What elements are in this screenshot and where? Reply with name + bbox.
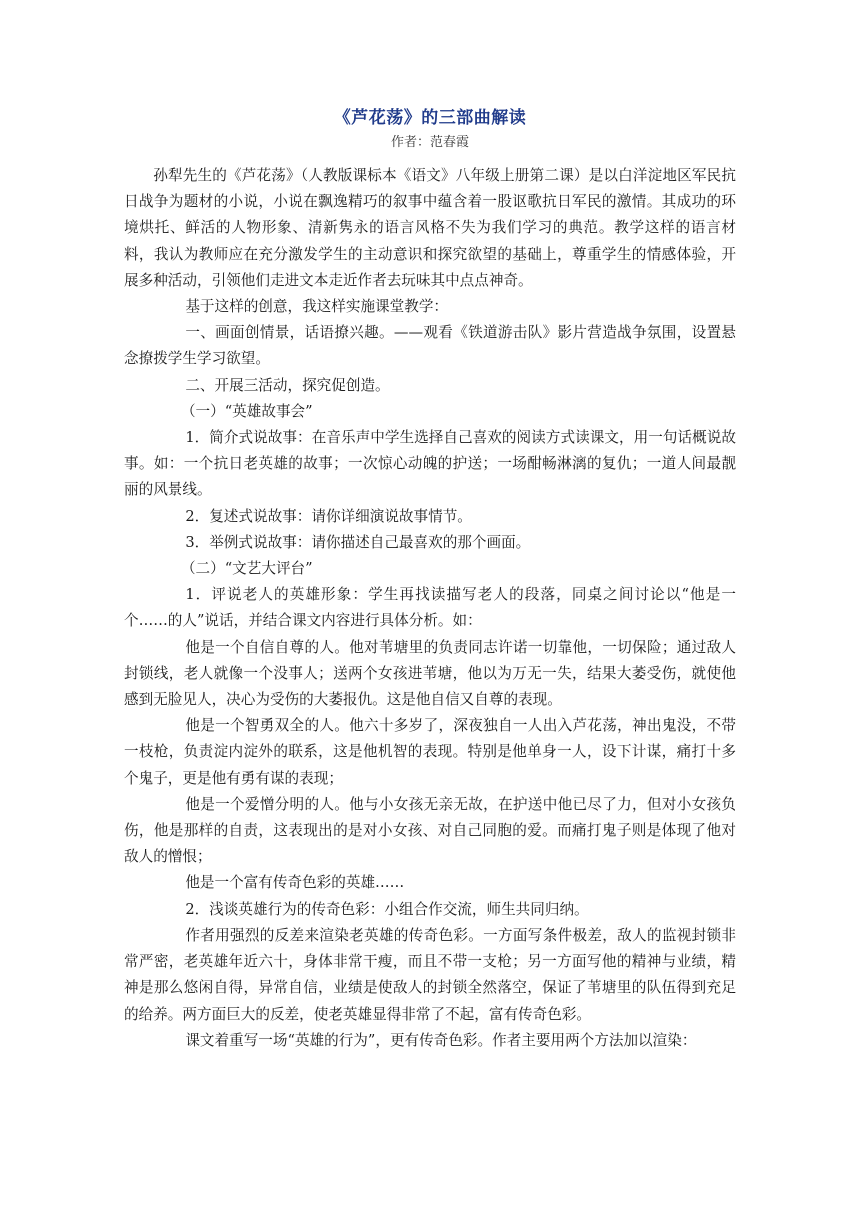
section-heading-story: （一）“英雄故事会”	[180, 402, 313, 420]
section-heading-review: （二）“文艺大评台”	[180, 560, 313, 578]
paragraph-hero-action: 课文着重写一场“英雄的行为”，更有传奇色彩。作者主要用两个方法加以渲染：	[185, 1031, 697, 1049]
paragraph-story-2: 2．复述式说故事：请你详细演说故事情节。	[185, 507, 472, 525]
paragraph-step-two: 二、开展三活动，探究促创造。	[185, 376, 390, 394]
document-body	[124, 163, 736, 1054]
paragraph-contrast: 作者用强烈的反差来渲染老英雄的传奇色彩。一方面写条件极差，敌人的监视封锁非常严密，老英雄年近六十，身体非常干瘦，而且不带一支枪；另一方面写他的精神与业绩，精神是那么悠闲自得，异常自信，业绩是使敌人的封锁全然落空，保证了苇塘里的队伍得到充足的给养。两方面巨大的反差，使老英雄显得非常了不起，富有传奇色彩。	[124, 926, 736, 1023]
paragraph-trait-legend: 他是一个富有传奇色彩的英雄……	[185, 874, 405, 892]
paragraph-review-1: 1．评说老人的英雄形象：学生再找读描写老人的段落，同桌之间讨论以“他是一个……的人”说话，并结合课文内容进行具体分析。如：	[124, 586, 736, 630]
document-author: 作者：范春霞	[390, 135, 469, 150]
paragraph-story-3: 3．举例式说故事：请你描述自己最喜欢的那个画面。	[185, 533, 531, 551]
document-title: 《芦花荡》的三部曲解读	[333, 108, 527, 128]
paragraph-trait-confident: 他是一个自信自尊的人。他对苇塘里的负责同志许诺一切靠他，一切保险；通过敌人封锁线，老人就像一个没事人；送两个女孩进苇塘，他以为万无一失，结果大萎受伤，就使他感到无脸见人，决心为受伤的大萎报仇。这是他自信又自尊的表现。	[124, 638, 736, 709]
paragraph-story-1: 1．简介式说故事：在音乐声中学生选择自己喜欢的阅读方式读课文，用一句话概说故事。如：一个抗日老英雄的故事；一次惊心动魄的护送；一场酣畅淋漓的复仇；一道人间最靓丽的风景线。	[124, 429, 736, 499]
paragraph-step-one: 一、画面创情景，话语撩兴趣。——观看《铁道游击队》影片营造战争氛围，设置悬念撩拨学生学习欲望。	[124, 324, 736, 368]
paragraph-trait-love-hate: 他是一个爱憎分明的人。他与小女孩无亲无故，在护送中他已尽了力，但对小女孩负伤，他是那样的自责，这表现出的是对小女孩、对自己同胞的爱。而痛打鬼子则是体现了他对敌人的憎恨；	[124, 795, 736, 866]
paragraph-review-2: 2．浅谈英雄行为的传奇色彩：小组合作交流，师生共同归纳。	[185, 900, 589, 918]
paragraph-intro: 孙犁先生的《芦花荡》（人教版课标本《语文》八年级上册第二课）是以白洋淀地区军民抗日战争为题材的小说，小说在飘逸精巧的叙事中蕴含着一股讴歌抗日军民的激情。其成功的环境烘托、鲜活的人物形象、清新隽永的语言风格不失为我们学习的典范。教学这样的语言材料，我认为教师应在充分激发学生的主动意识和探究欲望的基础上，尊重学生的情感体验，开展多种活动，引领他们走进文本走近作者去玩味其中点点神奇。	[124, 167, 736, 289]
paragraph-plan: 基于这样的创意，我这样实施课堂教学：	[185, 298, 449, 316]
paragraph-trait-brave: 他是一个智勇双全的人。他六十多岁了，深夜独自一人出入芦花荡，神出鬼没，不带一枝枪，负责淀内淀外的联系，这是他机智的表现。特别是他单身一人，设下计谋，痛打十多个鬼子，更是他有勇有谋的表现；	[124, 717, 736, 787]
